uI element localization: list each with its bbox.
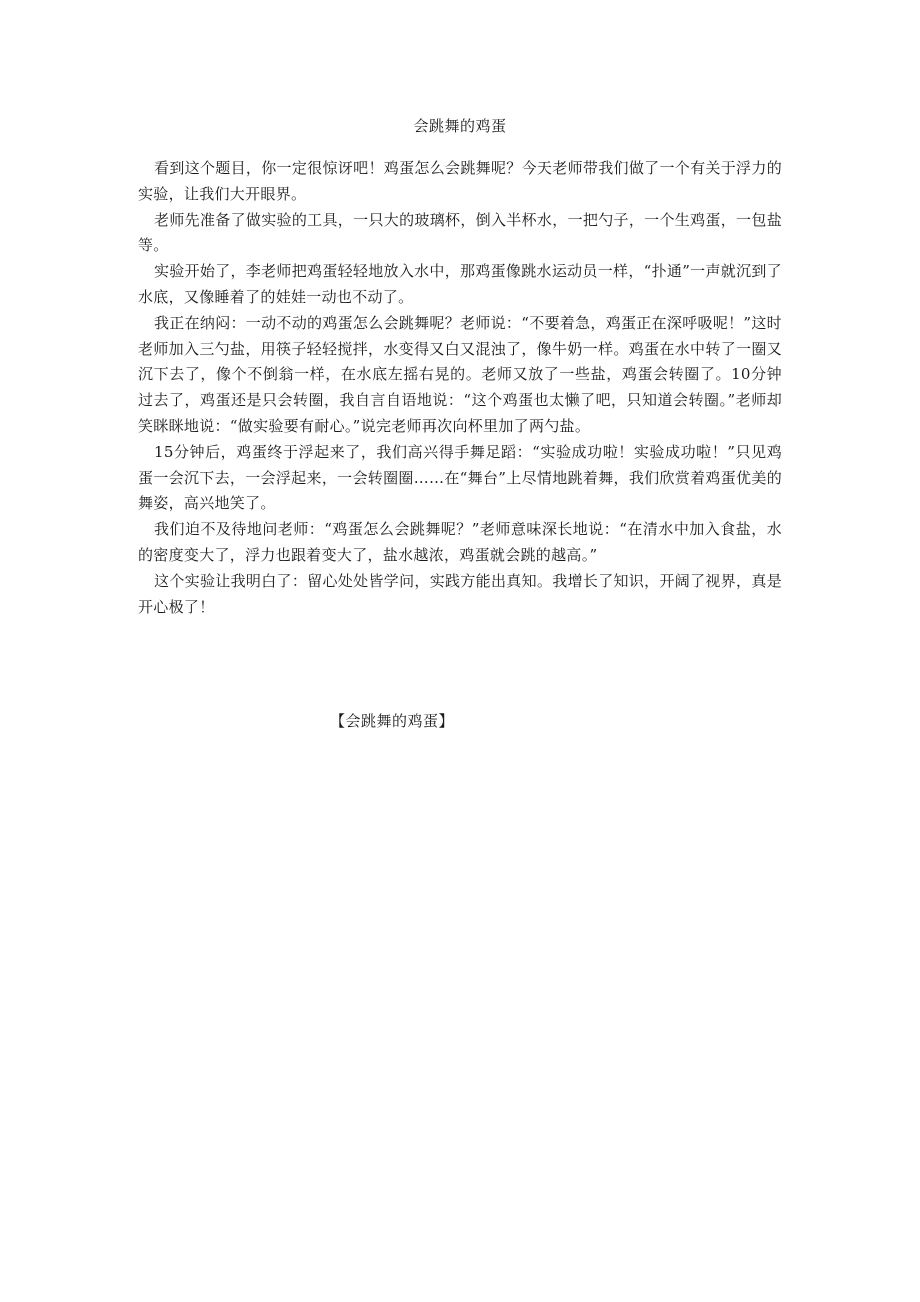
paragraph-6: 我们迫不及待地问老师：“鸡蛋怎么会跳舞呢？”老师意味深长地说：“在清水中加入食盐，水的密度变大了，浮力也跟着变大了，盐水越浓，鸡蛋就会跳的越高。” [138,520,782,564]
article-body [138,156,782,620]
paragraph-2: 老师先准备了做实验的工具，一只大的玻璃杯，倒入半杯水，一把勺子，一个生鸡蛋，一包盐等。 [138,210,782,255]
document-title: 会跳舞的鸡蛋 [413,117,507,135]
paragraph-4: 我正在纳闷：一动不动的鸡蛋怎么会跳舞呢？老师说：“不要着急，鸡蛋正在深呼吸呢！”这时老师加入三勺盐，用筷子轻轻搅拌，水变得又白又混浊了，像牛奶一样。鸡蛋在水中转了一圈又沉下去了，像个不倒翁一样，在水底左摇右晃的。老师又放了一些盐，鸡蛋会转圈了。10分钟过去了，鸡蛋还是只会转圈，我自言自语地说：“这个鸡蛋也太懒了吧，只知道会转圈。”老师却笑眯眯地说：“做实验要有耐心。”说完老师再次向杯里加了两勺盐。 [138,313,782,435]
paragraph-7: 这个实验让我明白了：留心处处皆学问，实践方能出真知。我增长了知识，开阔了视界，真是开心极了！ [138,571,782,616]
paragraph-3: 实验开始了，李老师把鸡蛋轻轻地放入水中，那鸡蛋像跳水运动员一样，“扑通”一声就沉到了水底，又像睡着了的娃娃一动也不动了。 [138,262,782,306]
footer-title-label: 【会跳舞的鸡蛋】 [330,712,455,730]
paragraph-5: 15分钟后，鸡蛋终于浮起来了，我们高兴得手舞足蹈：“实验成功啦！实验成功啦！”只见鸡蛋一会沉下去，一会浮起来，一会转圈圈……在“舞台”上尽情地跳着舞，我们欣赏着鸡蛋优美的舞姿，高兴地笑了。 [138,442,782,513]
paragraph-1: 看到这个题目，你一定很惊讶吧！鸡蛋怎么会跳舞呢？今天老师带我们做了一个有关于浮力的实验，让我们大开眼界。 [138,159,782,203]
